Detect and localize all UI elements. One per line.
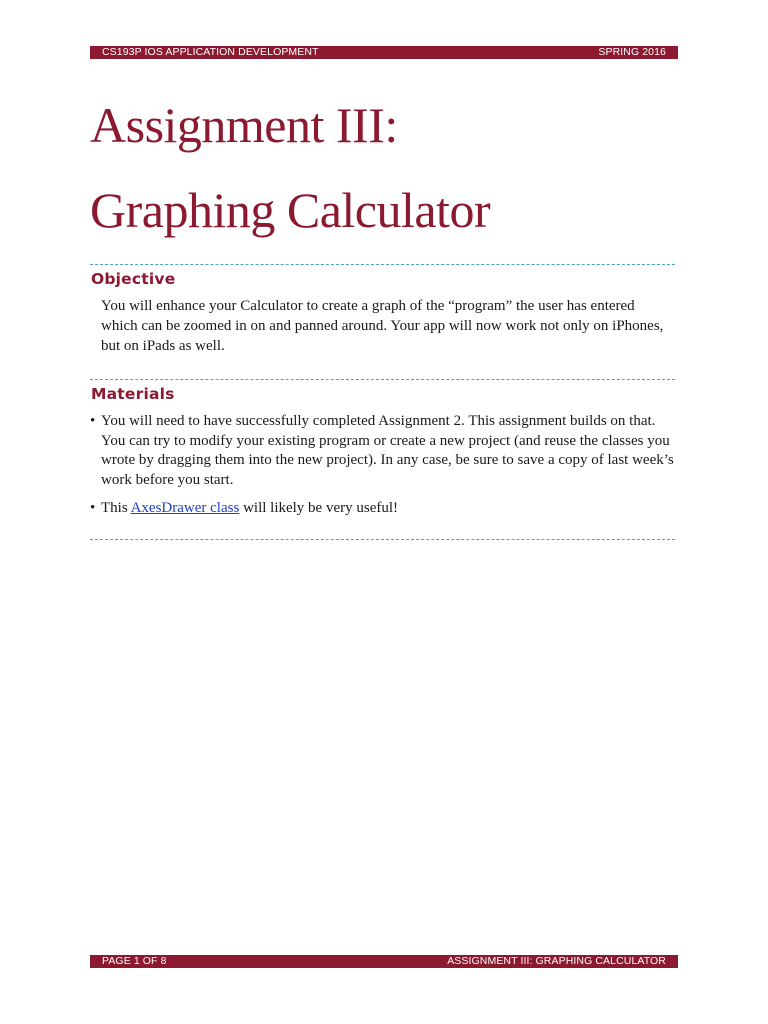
footer-document-title: ASSIGNMENT III: GRAPHING CALCULATOR — [447, 955, 666, 967]
section-divider — [90, 539, 675, 540]
materials-list — [90, 412, 675, 528]
objective-paragraph: You will enhance your Calculator to create a graph of the “program” the user has entered which can be zoomed in on and panned around. Your app will now work not only on iPhones, but on iPads as well. — [101, 298, 664, 354]
materials-bullet-1-text: You will need to have successfully completed Assignment 2. This assignment builds on that. You can try to modify your existing program or create a new project (and reuse the classes you wrote by dragging them into the new project). In any case, be sure to save a copy of last week’s work before you start. — [101, 413, 674, 488]
bullet-icon: • — [90, 413, 96, 429]
list-item — [90, 412, 675, 490]
section-divider — [90, 379, 675, 380]
materials-bullet-2-prefix: This — [101, 500, 131, 516]
footer-banner — [90, 955, 678, 968]
materials-heading: Materials — [91, 385, 175, 403]
materials-bullet-2-suffix: will likely be very useful! — [239, 500, 399, 516]
page-number: PAGE 1 OF 8 — [102, 955, 167, 967]
document-title-line-1: Assignment III: — [90, 97, 398, 153]
bullet-icon: • — [90, 500, 96, 516]
axesdrawer-class-link[interactable]: AxesDrawer class — [130, 500, 240, 516]
course-name: CS193P IOS APPLICATION DEVELOPMENT — [102, 46, 319, 58]
section-divider — [90, 264, 675, 265]
term-label: SPRING 2016 — [598, 46, 666, 58]
list-item — [90, 499, 675, 519]
objective-heading: Objective — [91, 270, 176, 288]
header-banner — [90, 46, 678, 59]
document-title-line-2: Graphing Calculator — [90, 182, 491, 238]
